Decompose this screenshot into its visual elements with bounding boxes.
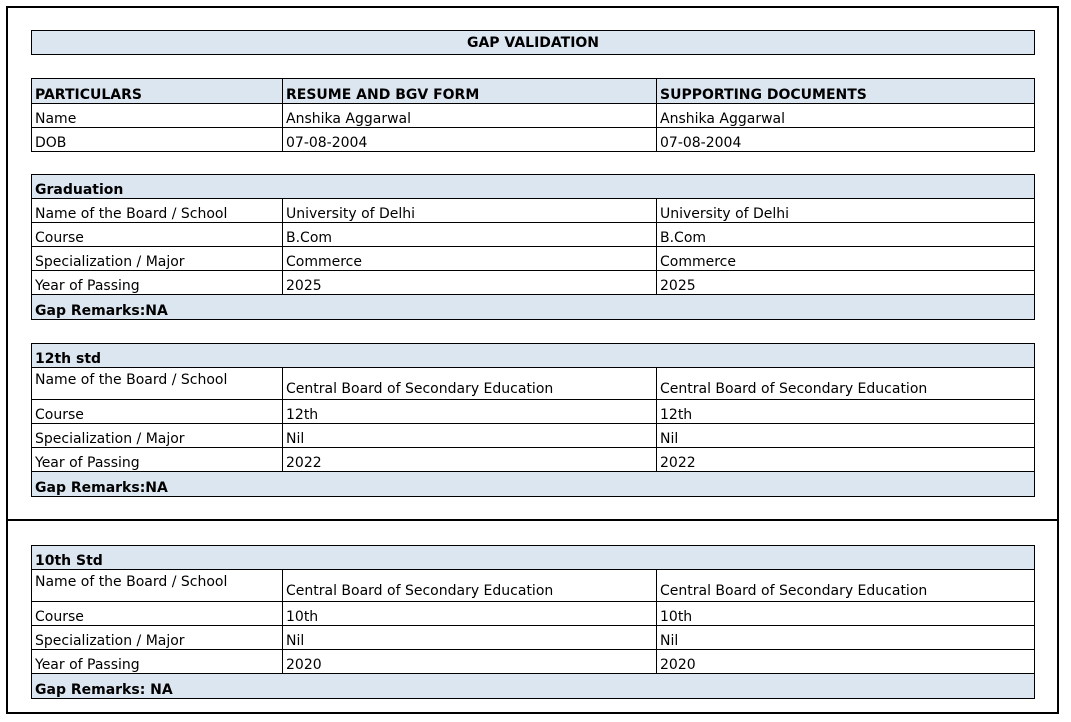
resume-value: 10th (283, 602, 657, 626)
row-label: Name of the Board / School (32, 199, 283, 223)
table-row (32, 650, 1035, 674)
table-row (32, 368, 1035, 400)
table-row (32, 223, 1035, 247)
column-header-resume: RESUME AND BGV FORM (283, 79, 657, 104)
table-row (32, 448, 1035, 472)
row-label: Name of the Board / School (32, 570, 283, 602)
resume-value: Commerce (283, 247, 657, 271)
row-label: Specialization / Major (32, 424, 283, 448)
table-row (32, 199, 1035, 223)
table-row (32, 128, 1035, 152)
resume-value: 07-08-2004 (283, 128, 657, 152)
documents-value: 10th (657, 602, 1035, 626)
page-title: GAP VALIDATION (32, 31, 1035, 55)
title-table (31, 30, 1035, 55)
personal-table (31, 78, 1035, 152)
documents-value: University of Delhi (657, 199, 1035, 223)
row-label: Year of Passing (32, 448, 283, 472)
resume-value: B.Com (283, 223, 657, 247)
resume-value: 2020 (283, 650, 657, 674)
row-label: Name (32, 104, 283, 128)
table-row (32, 424, 1035, 448)
documents-value: Nil (657, 626, 1035, 650)
table-row (32, 104, 1035, 128)
resume-value: Central Board of Secondary Education (283, 570, 657, 602)
documents-value: 2020 (657, 650, 1035, 674)
documents-value: 2025 (657, 271, 1035, 295)
table-row (32, 626, 1035, 650)
table-row (32, 570, 1035, 602)
tenth-table (31, 545, 1035, 699)
graduation-table (31, 174, 1035, 320)
row-label: Name of the Board / School (32, 368, 283, 400)
section-heading: Graduation (32, 175, 1035, 199)
row-label: Course (32, 602, 283, 626)
column-header-particulars: PARTICULARS (32, 79, 283, 104)
row-label: DOB (32, 128, 283, 152)
documents-value: B.Com (657, 223, 1035, 247)
table-row (32, 247, 1035, 271)
row-label: Course (32, 223, 283, 247)
twelfth-table (31, 343, 1035, 497)
documents-value: Anshika Aggarwal (657, 104, 1035, 128)
resume-value: Anshika Aggarwal (283, 104, 657, 128)
section-heading: 10th Std (32, 546, 1035, 570)
row-label: Specialization / Major (32, 247, 283, 271)
section-heading: 12th std (32, 344, 1035, 368)
gap-remarks: Gap Remarks: NA (32, 674, 1035, 699)
table-row (32, 602, 1035, 626)
column-header-documents: SUPPORTING DOCUMENTS (657, 79, 1035, 104)
documents-value: Central Board of Secondary Education (657, 570, 1035, 602)
resume-value: Central Board of Secondary Education (283, 368, 657, 400)
row-label: Course (32, 400, 283, 424)
gap-remarks: Gap Remarks:NA (32, 472, 1035, 497)
documents-value: 2022 (657, 448, 1035, 472)
resume-value: Nil (283, 626, 657, 650)
documents-value: 12th (657, 400, 1035, 424)
documents-value: Nil (657, 424, 1035, 448)
resume-value: 12th (283, 400, 657, 424)
resume-value: 2022 (283, 448, 657, 472)
table-row (32, 400, 1035, 424)
gap-remarks: Gap Remarks:NA (32, 295, 1035, 320)
documents-value: Central Board of Secondary Education (657, 368, 1035, 400)
row-label: Year of Passing (32, 650, 283, 674)
documents-value: Commerce (657, 247, 1035, 271)
resume-value: University of Delhi (283, 199, 657, 223)
page-break-line (6, 519, 1059, 521)
table-row (32, 271, 1035, 295)
documents-value: 07-08-2004 (657, 128, 1035, 152)
row-label: Specialization / Major (32, 626, 283, 650)
row-label: Year of Passing (32, 271, 283, 295)
resume-value: Nil (283, 424, 657, 448)
resume-value: 2025 (283, 271, 657, 295)
